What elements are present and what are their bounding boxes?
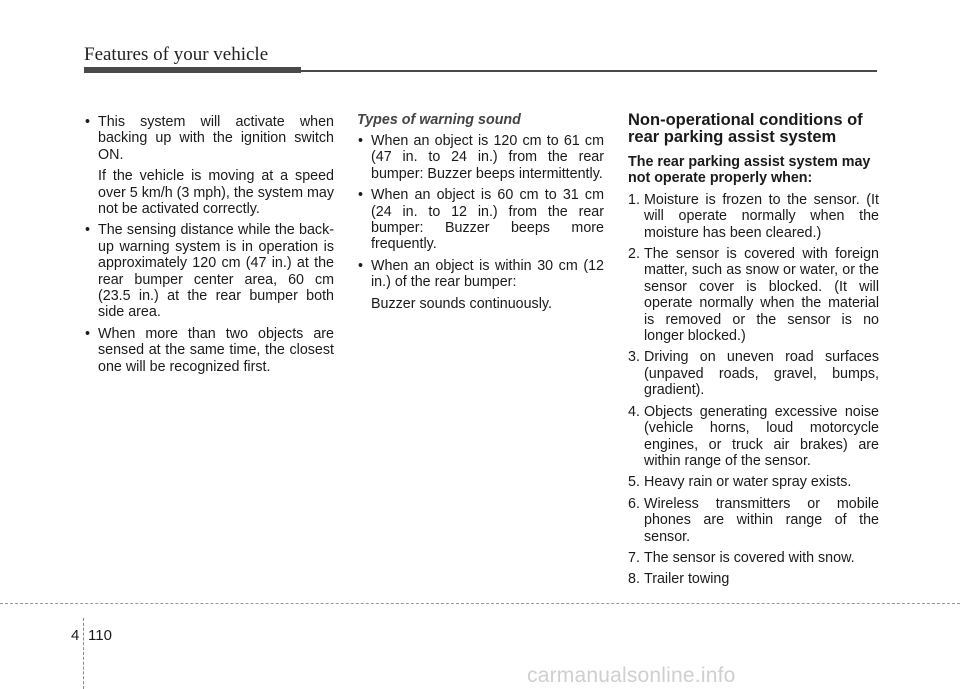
bullet-text: • The sensing distance while the back-up warning system is in operation is approximately 120 cm (47 in.) at the rear bumper center area, 60 cm (23.5 in.) at the rear bumper both side area. xyxy=(98,222,334,321)
watermark: carmanualsonline.info xyxy=(527,664,736,687)
section-title-non-operational: Non-operational conditions of rear parking assist system xyxy=(628,111,863,146)
list-text: Moisture is frozen to the sensor. (It will operate normally when the moisture has been cleared.) xyxy=(644,191,879,241)
list-item xyxy=(628,571,879,587)
header-rule-thin xyxy=(301,70,877,72)
bullet-text: • When an object is 120 cm to 61 cm (47 in. to 24 in.) from the rear bumper: Buzzer beeps intermittently. xyxy=(371,133,604,182)
footer-margin-line xyxy=(83,618,84,689)
bullet-continuous-note: Buzzer sounds continuously. xyxy=(371,295,552,312)
list-number: 3. xyxy=(628,349,640,366)
list-number: 7. xyxy=(628,549,640,566)
list-number: 8. xyxy=(628,571,640,588)
list-item xyxy=(628,192,879,241)
list-text: Heavy rain or water spray exists. xyxy=(644,474,852,491)
list-number: 1. xyxy=(628,191,640,208)
list-text: Trailer towing xyxy=(644,571,730,588)
list-number: 6. xyxy=(628,495,640,512)
lead-text: The rear parking assist system may not operate properly when: xyxy=(628,154,871,187)
list-number: 4. xyxy=(628,403,640,420)
header-rule-thick xyxy=(84,67,301,73)
bullet-activation-note: If the vehicle is moving at a speed over 5 km/h (3 mph), the system may not be activated correctly. xyxy=(98,168,334,218)
list-item xyxy=(628,349,879,398)
list-item xyxy=(628,246,879,344)
bullet-sensing-distance xyxy=(84,222,334,320)
list-item xyxy=(628,404,879,470)
list-number: 2. xyxy=(628,246,640,263)
list-number: 5. xyxy=(628,474,640,491)
bullet-activation xyxy=(84,114,334,163)
footer-divider xyxy=(0,603,960,604)
list-item xyxy=(628,474,879,490)
column-warning-sound xyxy=(357,112,604,317)
list-item xyxy=(628,550,879,566)
list-item xyxy=(628,496,879,545)
column-non-operational xyxy=(628,112,879,593)
page-number: 110 xyxy=(88,627,112,644)
bullet-text: • When an object is 60 cm to 31 cm (24 in. to 12 in.) from the rear bumper: Buzzer beeps more frequently. xyxy=(371,187,604,253)
list-text: Wireless transmitters or mobile phones are within range of the sensor. xyxy=(644,495,879,545)
header-title: Features of your vehicle xyxy=(84,44,269,65)
bullet-continuous xyxy=(357,258,604,291)
column-activation-info xyxy=(84,114,334,380)
bullet-intermittent xyxy=(357,133,604,182)
bullet-text: • This system will activate when backing up with the ignition switch ON. xyxy=(98,114,334,163)
bullet-text: • When an object is within 30 cm (12 in.) of the rear bumper: xyxy=(371,257,604,291)
bullet-text: • When more than two objects are sensed at the same time, the closest one will be recognized first. xyxy=(98,325,334,375)
bullet-more-frequent xyxy=(357,187,604,253)
list-text: Objects generating excessive noise (vehicle horns, loud motorcycle engines, or truck air brakes) are within range of the sensor. xyxy=(644,403,879,469)
list-text: The sensor is covered with foreign matter, such as snow or water, or the sensor cover is blocked. (It will operate normally when the material is removed or the sensor is no longer blocked.) xyxy=(644,246,879,345)
section-title-warning-sound: Types of warning sound xyxy=(357,112,521,128)
section-number: 4 xyxy=(71,627,80,644)
list-text: The sensor is covered with snow. xyxy=(644,549,855,566)
list-text: Driving on uneven road surfaces (unpaved roads, gravel, bumps, gradient). xyxy=(644,349,879,399)
bullet-multiple-objects xyxy=(84,326,334,375)
